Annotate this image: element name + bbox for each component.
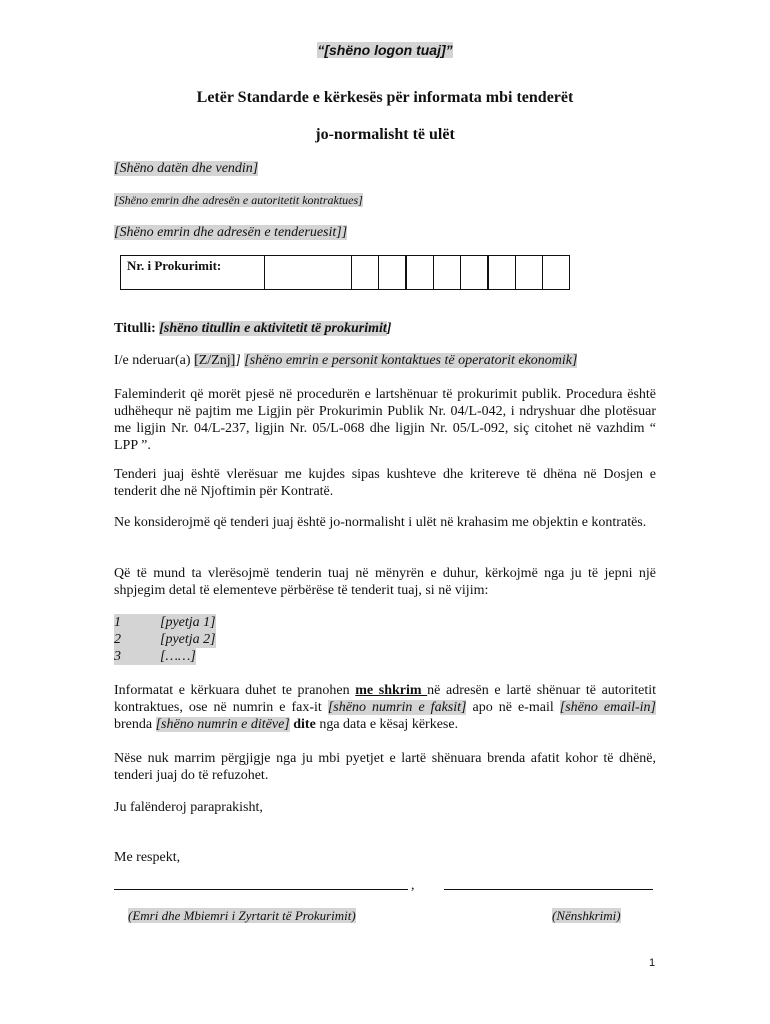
procurement-number-cell[interactable] (406, 256, 434, 290)
procurement-number-cell[interactable] (488, 256, 516, 290)
titulli-placeholder: [shëno titullin e aktivitetit të prokurimit (159, 321, 387, 336)
paragraph-abnormally-low: Ne konsiderojmë që tenderi juaj është jo-normalisht i ulët në krahasim me objektin e kontratës. (114, 515, 647, 530)
question-text: [pyetja 2] (160, 632, 216, 647)
signature-comma: , (411, 878, 415, 893)
letter-title: Letër Standarde e kërkesës për informata mbi tenderët (196, 89, 574, 106)
question-number: 3 (114, 648, 160, 665)
text-segment: apo në e-mail (466, 700, 560, 715)
contact-person-placeholder: [shëno emrin e personit kontaktues të operatorit ekonomik] (244, 353, 578, 368)
paragraph-evaluation: Tenderi juaj është vlerësuar me kujdes sipas kushteve dhe kritereve të dhëna në Dosjen e tenderit dhe në Njoftimin për Kontratë. (114, 467, 656, 499)
in-writing-emphasis: me shkrim (355, 683, 428, 698)
text-segment: në adresën e lartë shënuar të autoritetit kontraktues, ose në numrin e fax-it (114, 683, 656, 715)
salutation-line (114, 352, 656, 369)
text-segment: brenda (114, 717, 156, 732)
signature-line (444, 889, 653, 890)
list-item (114, 648, 216, 665)
question-list (114, 614, 216, 665)
email-placeholder: [shëno email-in] (559, 700, 657, 715)
titulli-label: Titulli: (114, 321, 156, 336)
question-number: 2 (114, 631, 160, 648)
text-segment: Informatat e kërkuara duhet te pranohen (114, 683, 356, 698)
date-place-placeholder: [Shëno datën dhe vendin] (114, 161, 259, 176)
procurement-number-cell[interactable] (265, 256, 352, 290)
letter-subtitle: jo-normalisht të ulët (315, 126, 455, 143)
list-item (114, 631, 216, 648)
salutation-title-placeholder: [Z/Znj] (194, 353, 236, 368)
salutation-text: I/e nderuar(a) (114, 353, 191, 368)
titulli-close: ] (386, 321, 392, 336)
closing-salutation: Me respekt, (114, 850, 181, 865)
paragraph-thanks: Ju falënderoj paraprakisht, (114, 800, 263, 815)
titulli-line (114, 320, 656, 337)
signature-label: (Nënshkrimi) (552, 908, 621, 923)
page-number: 1 (649, 957, 656, 969)
procurement-number-cell[interactable] (434, 256, 461, 290)
procurement-number-cell[interactable] (352, 256, 379, 290)
procurement-number-table (120, 255, 570, 290)
procurement-number-cell[interactable] (461, 256, 489, 290)
paragraph-response-instructions (114, 682, 656, 733)
procurement-number-cell[interactable] (543, 256, 570, 290)
procurement-number-cell[interactable] (516, 256, 543, 290)
days-word: dite (293, 717, 316, 732)
paragraph-procedure: Faleminderit që morët pjesë në procedurën e lartshënuar të prokurimit publik. Procedura është udhëhequr në pajtim me Ligjin për Prokurimin Publik Nr. 04/L-042, i ndryshuar dhe plotësuar me ligjin Nr. 04/L-237, ligjin Nr. 05/L-068 dhe ligjin Nr. 05/L-092, siç citohet në vazhdim “ LPP ”. (114, 387, 656, 453)
salutation-close: ] (235, 353, 241, 368)
officer-name-label: (Emri dhe Mbiemri i Zyrtarit të Prokurimit) (128, 908, 356, 923)
authority-placeholder: [Shëno emrin dhe adresën e autoritetit kontraktues] (114, 193, 363, 207)
paragraph-rejection-warning: Nëse nuk marrim përgjigje nga ju mbi pyetjet e lartë shënuara brenda afatit kohor të dhënë, tenderi juaj do të refuzohet. (114, 751, 656, 783)
procurement-number-cell[interactable] (379, 256, 407, 290)
procurement-number-label: Nr. i Prokurimit: (121, 256, 265, 290)
question-number: 1 (114, 614, 160, 631)
list-item (114, 614, 216, 631)
text-segment: nga data e kësaj kërkese. (315, 717, 459, 732)
paragraph-request: Që të mund ta vlerësojmë tenderin tuaj në mënyrën e duhur, kërkojmë nga ju të jepni një shpjegim detal të elementeve përbërëse të tenderit tuaj, si në vijim: (114, 566, 656, 598)
question-text: [pyetja 1] (160, 615, 216, 630)
bidder-placeholder: [Shëno emrin dhe adresën e tenderuesit]] (114, 225, 348, 240)
days-placeholder: [shëno numrin e ditëve] (155, 717, 290, 732)
logo-placeholder: “[shëno logon tuaj]” (317, 42, 453, 58)
fax-placeholder: [shëno numrin e faksit] (327, 700, 467, 715)
question-text: [……] (160, 649, 196, 664)
name-signature-line (114, 889, 408, 890)
